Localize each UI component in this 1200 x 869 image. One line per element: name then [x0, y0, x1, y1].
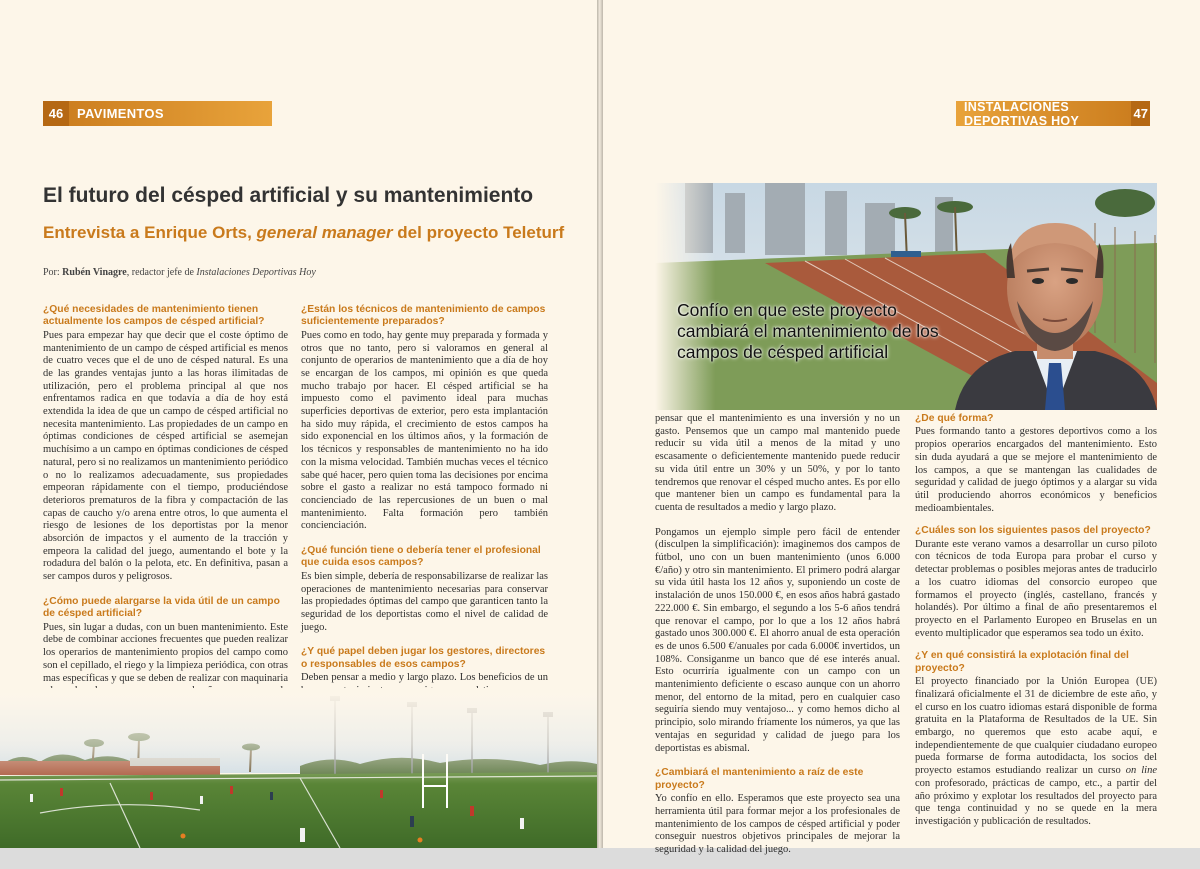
answer-text-part2: con profesorado, prácticas de campo, etc., a partir del año próximo y explotar los resultados del proyecto para que tenga continuidad y no se quede en la mera investigación y publicación de resultados.: [915, 777, 1157, 827]
question-heading: ¿Cambiará el mantenimiento a raíz de este proyecto?: [655, 767, 864, 791]
interviewee-photo: [655, 183, 1157, 410]
answer-paragraph: Deben pensar a medio y largo plazo. Los beneficios de un: [301, 672, 548, 684]
byline-author: Rubén Vinagre: [62, 267, 127, 278]
byline-prefix: Por:: [43, 267, 63, 278]
left-page: [0, 0, 597, 848]
body-paragraph: pensar que el mantenimiento es una inversión y no un gasto. Pensemos que un campo mal mantenido puede reducir su vida útil a menos de la mitad y uno escasamente o deficientemente mantenido puede reducir su vida útil entre un 30% y un 50%, y por lo tanto tendremos que renovar el césped mucho antes. Es por ello que mantener bien un campo es fundamental para la cuenta de resultados a medio y largo plazo.: [655, 413, 900, 513]
football-field-photo: [0, 688, 597, 848]
article-title: El futuro del césped artificial y su mantenimiento: [43, 184, 534, 207]
answer-paragraph: Pues formando tanto a gestores deportivos como a los propios operarios encargados del mantenimiento. Esto sin duda ayudará a que se mejore el mantenimiento de los campos, a que se mantengan las cualidades de seguridad y calidad de juego óptimos y a alargar su vida útil produciendo ahorros económicos y beneficios medioambientales.: [915, 426, 1157, 514]
article-subtitle: [43, 223, 583, 243]
answer-text-part1: El proyecto financiado por la Unión Europea (UE) finalizará oficialmente el 31 de diciembre de este año, y el curso en los cuatro idiomas estará disponible de forma gratuita en la Plataforma de Resultados de la UE. Sin embargo, no queremos que esto acabe aquí, e independientemente de que cualquier ciudadano europeo pueda formarse de forma autodidacta, los socios del proyecto estamos estudiando realizar un curso: [915, 676, 1157, 777]
question-heading: ¿Cuáles son los siguientes pasos del proyecto?: [915, 525, 1151, 537]
question-heading: ¿Están los técnicos de mantenimiento de campos suficientemente preparados?: [301, 304, 546, 328]
question-heading: ¿Y en qué consistirá la explotación final del proyecto?: [915, 650, 1129, 674]
question-heading: ¿Cómo puede alargarse la vida útil de un campo de césped artificial?: [43, 595, 280, 620]
subtitle-part1: Entrevista a Enrique Orts,: [43, 223, 257, 242]
column-1: [43, 304, 288, 735]
section-title-right: INSTALACIONES DEPORTIVAS HOY: [964, 99, 1080, 128]
answer-paragraph: Pues como en todo, hay gente muy preparada y formada y otros que no tanto, pero si valoramos en general al conjunto de operarios de mantenimiento que a día de hoy se encargan de los campos, mi opinión es que queda mucho trabajo por hacer. El césped artificial se ha impuesto como el pavimento ideal para muchas superficies deportivas de exterior, pero esta implantación ha sido muy rápida, el crecimiento de estos campos ha sido exponencial en los últimos años, y la formación de los técnicos y responsables de mantenimiento no ha ido con la misma velocidad. También muchas veces el técnico sabe qué hacer, pero quien toma las decisiones por encima sobre el gasto a realizar no está tampoco formado ni concienciado de las repercusiones de un buen o mal mantenimiento. Falta formación pero también concienciación.: [301, 329, 548, 532]
column-3: [655, 413, 900, 869]
answer-paragraph: Yo confío en ello. Esperamos que este proyecto sea una herramienta útil para formar mejor a los profesionales de mantenimiento de los campos de césped artificial y poder conseguir nuestros objetivos principales de mejorar la seguridad y la calidad del juego.: [655, 793, 900, 855]
answer-paragraph: Durante este verano vamos a desarrollar un curso piloto con técnicos de toda Europa para probar el curso y detectar problemas o posibles mejoras antes de traducirlo a los cuatro idiomas del consorcio europeo que formamos el proyecto (inglés, castellano, francés y holandés). Por último a final de año presentaremos el proyecto en el Parlamento Europeo en Bruselas en un evento multiplicador que esperamos sea todo un éxito.: [915, 538, 1157, 639]
section-header-left: [43, 101, 272, 126]
page-number-right: 47: [1131, 101, 1150, 126]
question-heading: ¿Qué necesidades de mantenimiento tienen actualmente los campos de césped artificial?: [43, 304, 265, 328]
section-header-right: [956, 101, 1150, 126]
section-title-left: PAVIMENTOS: [77, 106, 164, 121]
question-heading: ¿De qué forma?: [915, 413, 994, 424]
column-4: [915, 413, 1157, 841]
answer-paragraph: Es bien simple, debería de responsabilizarse de realizar las operaciones de mantenimiento necesarias para conservar las propiedades óptimas del campo que garanticen tanto la seguridad de los deportistas como el nivel de calidad de juego.: [301, 570, 548, 633]
interviewee-illustration: [655, 183, 1157, 410]
football-field-illustration: [0, 688, 597, 848]
pull-quote: Confío en que este proyecto cambiará el mantenimiento de los campos de césped artificial: [677, 300, 939, 362]
body-paragraph: Pongamos un ejemplo simple pero fácil de entender (disculpen la simplificación): imaginemos dos campos de fútbol, uno con un buen mantenimiento (unos 6.000 €/año) y otro sin mantenimiento. El primero podrá alargar su vida útil hasta los 12 años y, suponiendo un coste de instalación de unos 150.000 €, en esos años habrá gastado 222.000 €. Sin embargo, el segundo a los 5-6 años tendrá que renovar el campo, por lo que a los 12 años habrá gastado unos 300.000 €. El ahorro anual de esta operación es de unos 6.500 €/anuales por cada 6.000€ invertidos, un 108%. Consiganme un banco que dé ese interés anual. Esto ocurriría igualmente con un campo con un mantenimiento deficiente o escaso aunque con un ahorro menor, del entorno de la mitad, pero en cualquier caso seguiría siendo muy ventajoso... y como hemos dicho al principio, solo mirando fríamente los números, ya que las ventajas en seguridad y calidad de juego para los deportistas es abismal.: [655, 526, 900, 754]
answer-paragraph: Pues para empezar hay que decir que el coste óptimo de mantenimiento de un campo de césped artificial es menos de cuatro veces que el de uno de césped natural. Es una de las grandes ventajas junto a las horas ilimitadas de utilización, pero el problema principal al que nos enfrentamos radica en que todavía a día de hoy está extendida la idea de que un campo de césped artificial no necesita mantenimiento. Las propiedades de un campo en óptimas condiciones de césped artificial se asemejan muchísimo a un campo en óptimas condiciones de césped natural, pero si no realizamos un mantenimiento periódico o no lo realizamos adecuadamente, sus propiedades empeoran rápidamente con el tiempo, produciéndose deterioros prematuros de la fibra y compactación de las capas de caucho y/o arena entre otros, lo que aumenta el riesgo de lesiones de los deportistas por la menor absorción de impactos y el aumento de la tracción y empeora la calidad del juego, aumentando el bote y la rodadura del balón o la pelota, etc. En definitiva, pasan a ser campos duros y peligrosos.: [43, 329, 288, 583]
answer-text-emphasis: on line: [1125, 765, 1157, 777]
question-heading: ¿Qué función tiene o debería tener el profesional que cuida esos campos?: [301, 545, 541, 569]
page-number-left: 46: [43, 101, 69, 126]
subtitle-part2: del proyecto Teleturf: [392, 223, 565, 242]
byline: [43, 267, 316, 278]
subtitle-emphasis: general manager: [256, 223, 393, 242]
answer-paragraph: [915, 676, 1157, 828]
byline-role: , redactor jefe de: [126, 267, 197, 278]
answer-paragraph: Pues, sin lugar a dudas, con un buen mantenimiento. Este debe de combinar acciones frecuentes que pueden realizar los operarios de mantenimiento propios del campo como son el cepillado, el riego y la limpieza periódica, con otras mas específicas y que se deben de realizar con maquinaria: [43, 621, 288, 684]
byline-publication: Instalaciones Deportivas Hoy: [196, 267, 316, 278]
question-heading: ¿Y qué papel deben jugar los gestores, directores o responsables de esos campos?: [301, 646, 546, 670]
